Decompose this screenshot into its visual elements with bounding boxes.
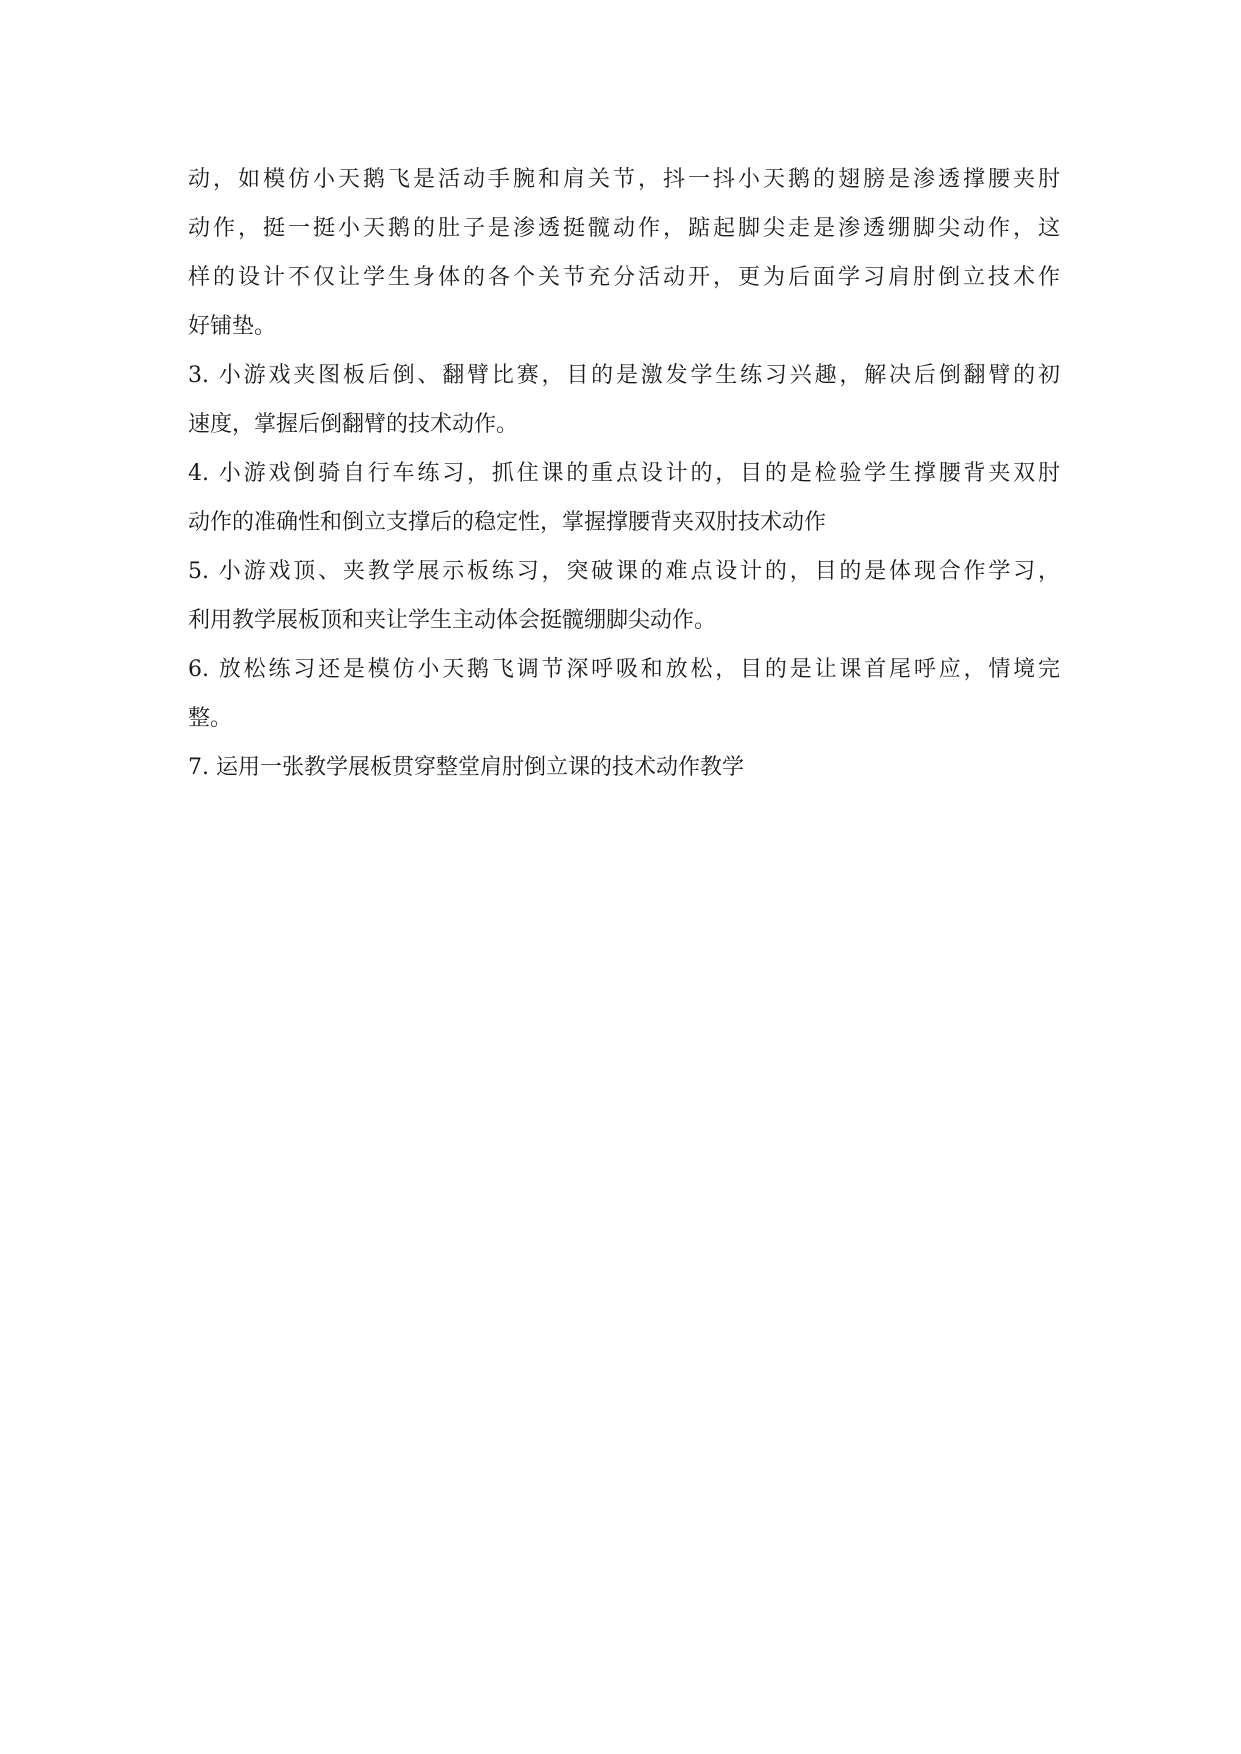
list-item-7-line: 7. 运用一张教学展板贯穿整堂肩肘倒立课的技术动作教学 bbox=[188, 755, 744, 780]
list-item-6-line: 6. 放松练习还是模仿小天鹅飞调节深呼吸和放松，目的是让课首尾呼应，情境完 bbox=[188, 657, 1060, 682]
paragraph-line: 动，如模仿小天鹅飞是活动手腕和肩关节，抖一抖小天鹅的翅膀是渗透撑腰夹肘 bbox=[188, 167, 1060, 192]
paragraph-line: 样的设计不仅让学生身体的各个关节充分活动开，更为后面学习肩肘倒立技术作 bbox=[188, 265, 1060, 290]
list-item-3-line: 速度，掌握后倒翻臂的技术动作。 bbox=[188, 412, 519, 437]
list-item-6-line: 整。 bbox=[188, 706, 233, 731]
list-item-5-line: 利用教学展板顶和夹让学生主动体会挺髋绷脚尖动作。 bbox=[188, 608, 717, 633]
paragraph-line: 好铺垫。 bbox=[188, 314, 277, 339]
list-item-4-line: 动作的准确性和倒立支撑后的稳定性，掌握撑腰背夹双肘技术动作 bbox=[188, 510, 827, 535]
document-body bbox=[188, 155, 1060, 792]
list-item-5-line: 5. 小游戏顶、夹教学展示板练习，突破课的难点设计的，目的是体现合作学习， bbox=[188, 559, 1060, 584]
list-item-3-line: 3. 小游戏夹图板后倒、翻臂比赛，目的是激发学生练习兴趣，解决后倒翻臂的初 bbox=[188, 363, 1060, 388]
list-item-4-line: 4. 小游戏倒骑自行车练习，抓住课的重点设计的，目的是检验学生撑腰背夹双肘 bbox=[188, 461, 1060, 486]
paragraph-line: 动作，挺一挺小天鹅的肚子是渗透挺髋动作，踮起脚尖走是渗透绷脚尖动作，这 bbox=[188, 216, 1060, 241]
